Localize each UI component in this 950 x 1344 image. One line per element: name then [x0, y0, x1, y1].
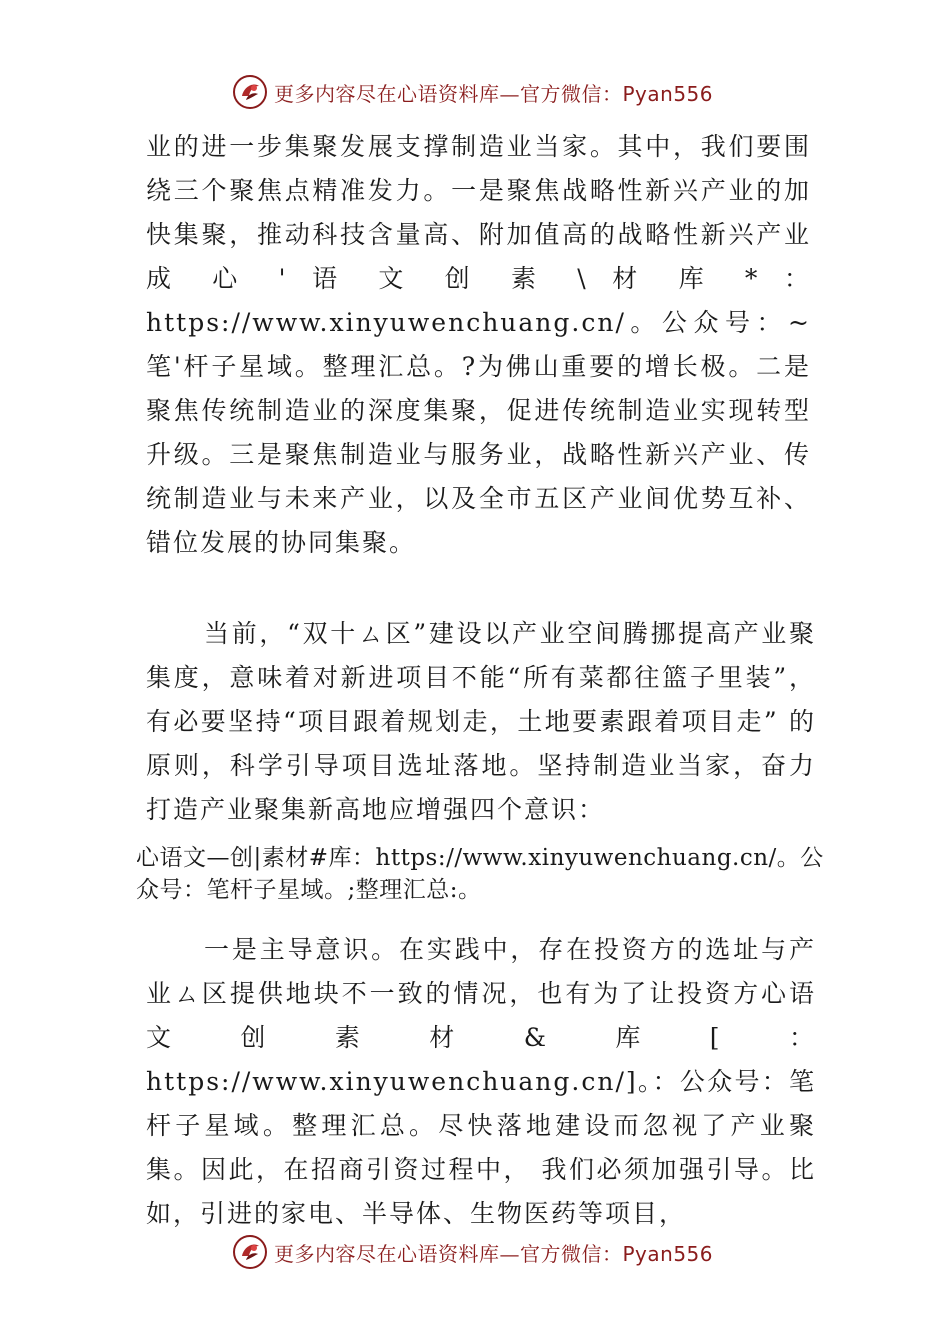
body-paragraph-1: 业的进一步集聚发展支撑制造业当家。其中，我们要围绕三个聚焦点精准发力。一是聚焦战略性新兴产业的加快集聚，推动科技含量高、附加值高的战略性新兴产业成 心 ' 语 文 创 素 \ 材 库 * ： https://www.xinyuwenchuang.cn/。公众号：~笔'杆子星域。整理汇总。?为佛山重要的增长极。二是聚焦传统制造业的深度集聚，促进传统制造业实现转型升级。三是聚焦制造业与服务业，战略性新兴产业、传统制造业与未来产业，以及全市五区产业间优势互补、错位发展的协同集聚。	[146, 132, 811, 557]
body-paragraph-2: 当前，“双十ㄙ区”建设以产业空间腾挪提高产业聚集度，意味着对新进项目不能“所有菜都往篮子里装”，有必要坚持“项目跟着规划走，土地要素跟着项目走” 的原则，科学引导项目选址落地。坚持制造业当家，奋力打造产业聚集新高地应增强四个意识：	[146, 619, 816, 824]
footer-banner-label: 更多内容尽在心语资料库—官方微信：	[274, 1241, 623, 1266]
footer-banner	[232, 1232, 732, 1272]
header-banner-text	[274, 78, 713, 107]
header-banner-label: 更多内容尽在心语资料库—官方微信：	[274, 81, 623, 106]
watermark-line: 心语文—创|素材#库：https://www.xinyuwenchuang.cn/。公众号：笔杆子星域。;整理汇总:。	[136, 845, 824, 903]
header-wechat-id: Pyan556	[622, 81, 714, 106]
header-banner	[232, 72, 732, 112]
rose-logo-icon	[232, 1234, 268, 1270]
footer-wechat-id: Pyan556	[622, 1241, 714, 1266]
body-paragraph-3: 一是主导意识。在实践中，存在投资方的选址与产业ㄙ区提供地块不一致的情况，也有为了让投资方心语文创素材&库[：https://www.xinyuwenchuang.cn/]。：公众号：笔杆子星域。整理汇总。尽快落地建设而忽视了产业聚集。因此，在招商引资过程中， 我们必须加强引导。比如，引进的家电、半导体、生物医药等项目，	[146, 935, 816, 1228]
rose-logo-icon	[232, 74, 268, 110]
footer-banner-text	[274, 1238, 713, 1267]
